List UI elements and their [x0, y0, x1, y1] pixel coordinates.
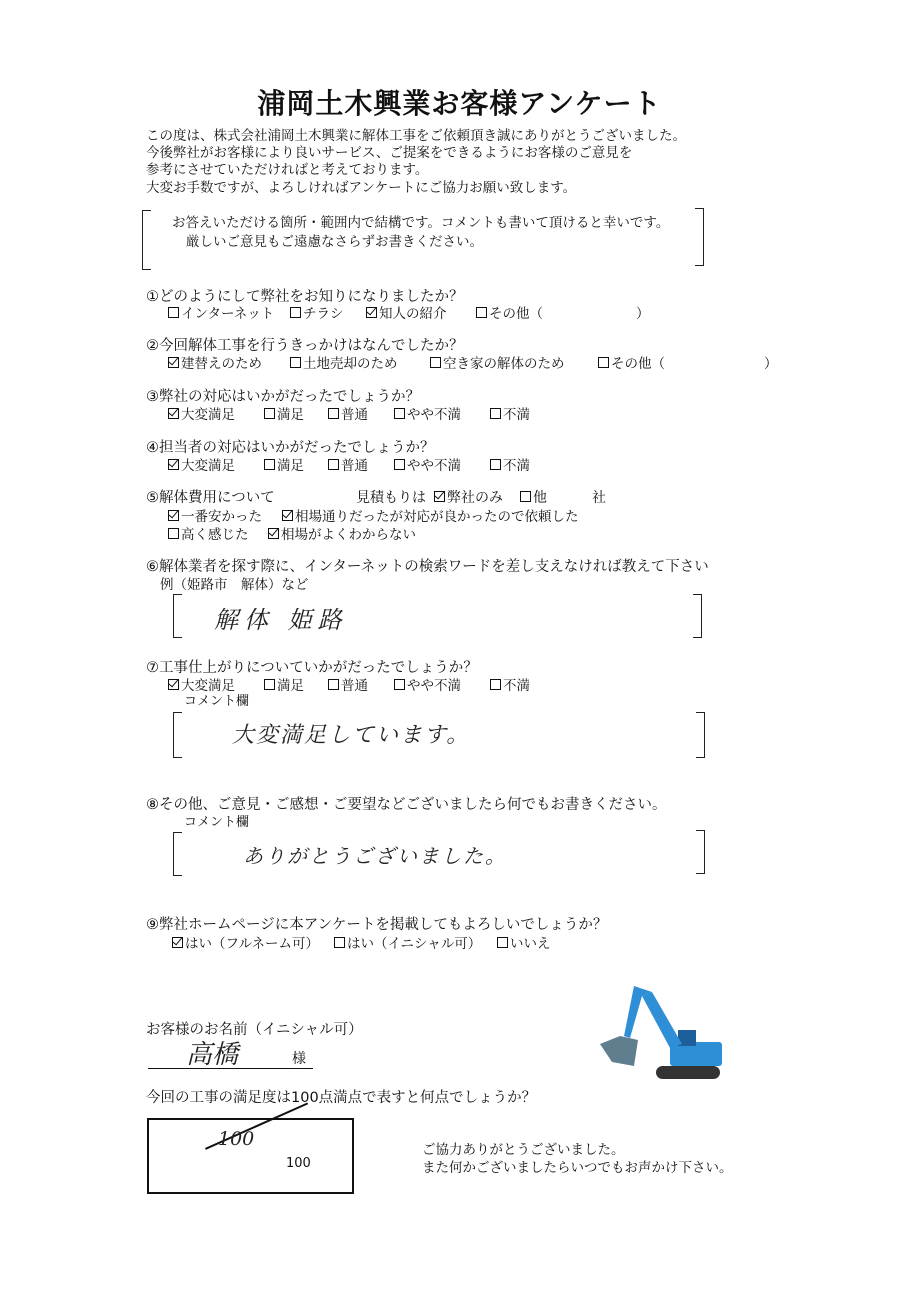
note-bracket-left [142, 210, 151, 270]
q4-option-slightly-dissatisfied[interactable]: やや不満 [394, 454, 461, 474]
q2-option-vacant-house[interactable]: 空き家の解体のため [430, 352, 565, 372]
checkbox-checked[interactable] [282, 510, 293, 521]
q9-option-no[interactable]: いいえ [497, 932, 551, 952]
q7-bracket-right [696, 712, 705, 758]
closing-line-1: ご協力ありがとうございました。 [422, 1142, 625, 1158]
q9-option-yes-full-name[interactable]: はい（フルネーム可） [172, 932, 319, 952]
q5-option-unsure[interactable]: 相場がよくわからない [268, 523, 416, 543]
q4-question: ④担当者の対応はいかがだったでしょうか？ [146, 440, 435, 456]
checkbox-checked[interactable] [168, 510, 179, 521]
checkbox-checked[interactable] [168, 679, 179, 690]
q7-bracket-left [173, 712, 182, 758]
q8-bracket-right [696, 830, 705, 874]
checkbox-checked[interactable] [268, 528, 279, 539]
q5-option-expensive[interactable]: 高く感じた [168, 523, 249, 543]
checkbox[interactable] [598, 357, 609, 368]
q8-bracket-left [173, 832, 182, 876]
checkbox[interactable] [497, 937, 508, 948]
score-max: 100 [286, 1156, 311, 1171]
excavator-attachment [600, 1036, 638, 1066]
checkbox[interactable] [168, 307, 179, 318]
checkbox-checked[interactable] [172, 937, 183, 948]
q6-question: ⑥解体業者を探す際に、インターネットの検索ワードを差し支えなければ教えて下さい [146, 559, 709, 575]
q5-estimate-suffix: 社 [592, 490, 606, 506]
excavator-boom [642, 992, 682, 1048]
closing-line-2: また何かございましたらいつでもお声かけ下さい。 [422, 1160, 733, 1176]
checkbox[interactable] [520, 491, 531, 502]
q4-option-dissatisfied[interactable]: 不満 [490, 454, 530, 474]
q1-option-other[interactable]: その他（ [476, 302, 543, 322]
note-line-1: お答えいただける箇所・範囲内で結構です。コメントも書いて頂けると幸いです。 [172, 215, 670, 231]
q6-bracket-left [173, 594, 182, 638]
q2-other-close: ） [764, 356, 778, 372]
q6-bracket-right [693, 594, 702, 638]
q7-comment-label: コメント欄 [184, 694, 250, 709]
q5-question: ⑤解体費用について [146, 490, 275, 506]
checkbox-checked[interactable] [168, 357, 179, 368]
intro-line-1: この度は、株式会社浦岡土木興業に解体工事をご依頼頂き誠にありがとうございました。 [146, 128, 686, 144]
q7-question: ⑦工事仕上がりについていかがだったでしょうか？ [146, 660, 478, 676]
q1-option-referral[interactable]: 知人の紹介 [366, 302, 447, 322]
checkbox[interactable] [394, 408, 405, 419]
q8-answer: ありがとうございました。 [243, 844, 507, 868]
note-line-2: 厳しいご意見もご遠慮なさらずお書きください。 [186, 234, 483, 250]
q3-option-satisfied[interactable]: 満足 [264, 403, 304, 423]
checkbox-checked[interactable] [168, 408, 179, 419]
q9-option-yes-initials[interactable]: はい（イニシャル可） [334, 932, 481, 952]
q5-option-market-price-good-service[interactable]: 相場通りだったが対応が良かったので依頼した [282, 505, 579, 525]
q9-question: ⑨弊社ホームページに本アンケートを掲載してもよろしいでしょうか？ [146, 917, 608, 933]
q2-option-other[interactable]: その他（ [598, 352, 665, 372]
checkbox[interactable] [328, 679, 339, 690]
intro-line-2: 今後弊社がお客様により良いサービス、ご提案をできるようにお客様のご意見を [146, 145, 633, 161]
checkbox[interactable] [490, 679, 501, 690]
name-value: 高橋 [186, 1040, 239, 1070]
q7-answer: 大変満足しています。 [232, 723, 471, 748]
q5-estimate-our-company[interactable]: 弊社のみ [434, 487, 503, 507]
q4-option-very-satisfied[interactable]: 大変満足 [168, 454, 235, 474]
score-question: 今回の工事の満足度は100点満点で表すと何点でしょうか？ [146, 1090, 537, 1106]
q6-answer: 解体 姫路 [214, 606, 348, 634]
checkbox[interactable] [328, 459, 339, 470]
checkbox[interactable] [328, 408, 339, 419]
q1-option-internet[interactable]: インターネット [168, 302, 274, 322]
q1-question: ①どのようにして弊社をお知りになりましたか？ [146, 289, 464, 305]
checkbox[interactable] [490, 459, 501, 470]
q7-option-very-satisfied[interactable]: 大変満足 [168, 674, 235, 694]
checkbox[interactable] [394, 459, 405, 470]
excavator-track [656, 1066, 720, 1079]
q4-option-satisfied[interactable]: 満足 [264, 454, 304, 474]
checkbox[interactable] [430, 357, 441, 368]
checkbox[interactable] [264, 459, 275, 470]
checkbox[interactable] [394, 679, 405, 690]
q1-other-close: ） [636, 306, 650, 322]
q7-option-slightly-dissatisfied[interactable]: やや不満 [394, 674, 461, 694]
q6-example: 例（姫路市 解体）など [160, 577, 309, 593]
q3-option-dissatisfied[interactable]: 不満 [490, 403, 530, 423]
q5-estimate-label: 見積もりは [356, 490, 426, 506]
checkbox[interactable] [290, 307, 301, 318]
q8-question: ⑧その他、ご意見・ご感想・ご要望などございましたら何でもお書きください。 [146, 797, 667, 813]
intro-line-3: 参考にさせていただければと考えております。 [146, 162, 429, 178]
checkbox[interactable] [290, 357, 301, 368]
q7-option-normal[interactable]: 普通 [328, 674, 368, 694]
checkbox[interactable] [264, 679, 275, 690]
checkbox[interactable] [476, 307, 487, 318]
q7-option-satisfied[interactable]: 満足 [264, 674, 304, 694]
score-value: 100 [218, 1128, 255, 1150]
checkbox[interactable] [334, 937, 345, 948]
checkbox[interactable] [490, 408, 501, 419]
excavator-illustration [590, 982, 732, 1082]
page-title: 浦岡土木興業お客様アンケート [257, 87, 662, 120]
checkbox-checked[interactable] [434, 491, 445, 502]
checkbox[interactable] [168, 528, 179, 539]
checkbox-checked[interactable] [366, 307, 377, 318]
q5-option-cheapest[interactable]: 一番安かった [168, 505, 262, 525]
checkbox[interactable] [264, 408, 275, 419]
q3-option-normal[interactable]: 普通 [328, 403, 368, 423]
name-label: お客様のお名前（イニシャル可） [146, 1022, 363, 1038]
q2-option-rebuild[interactable]: 建替えのため [168, 352, 262, 372]
checkbox-checked[interactable] [168, 459, 179, 470]
q4-option-normal[interactable]: 普通 [328, 454, 368, 474]
name-underline [148, 1068, 313, 1069]
q5-estimate-others[interactable]: 他 [520, 487, 547, 507]
q8-comment-label: コメント欄 [184, 815, 250, 830]
q3-option-slightly-dissatisfied[interactable]: やや不満 [394, 403, 461, 423]
name-suffix: 様 [292, 1051, 306, 1067]
note-bracket-right [695, 208, 704, 266]
q1-option-flyer[interactable]: チラシ [290, 302, 344, 322]
q2-option-land-sale[interactable]: 土地売却のため [290, 352, 398, 372]
q7-option-dissatisfied[interactable]: 不満 [490, 674, 530, 694]
q3-question: ③弊社の対応はいかがだったでしょうか？ [146, 389, 420, 405]
q2-question: ②今回解体工事を行うきっかけはなんでしたか？ [146, 338, 464, 354]
q3-option-very-satisfied[interactable]: 大変満足 [168, 403, 235, 423]
intro-line-4: 大変お手数ですが、よろしければアンケートにご協力お願い致します。 [146, 180, 577, 196]
